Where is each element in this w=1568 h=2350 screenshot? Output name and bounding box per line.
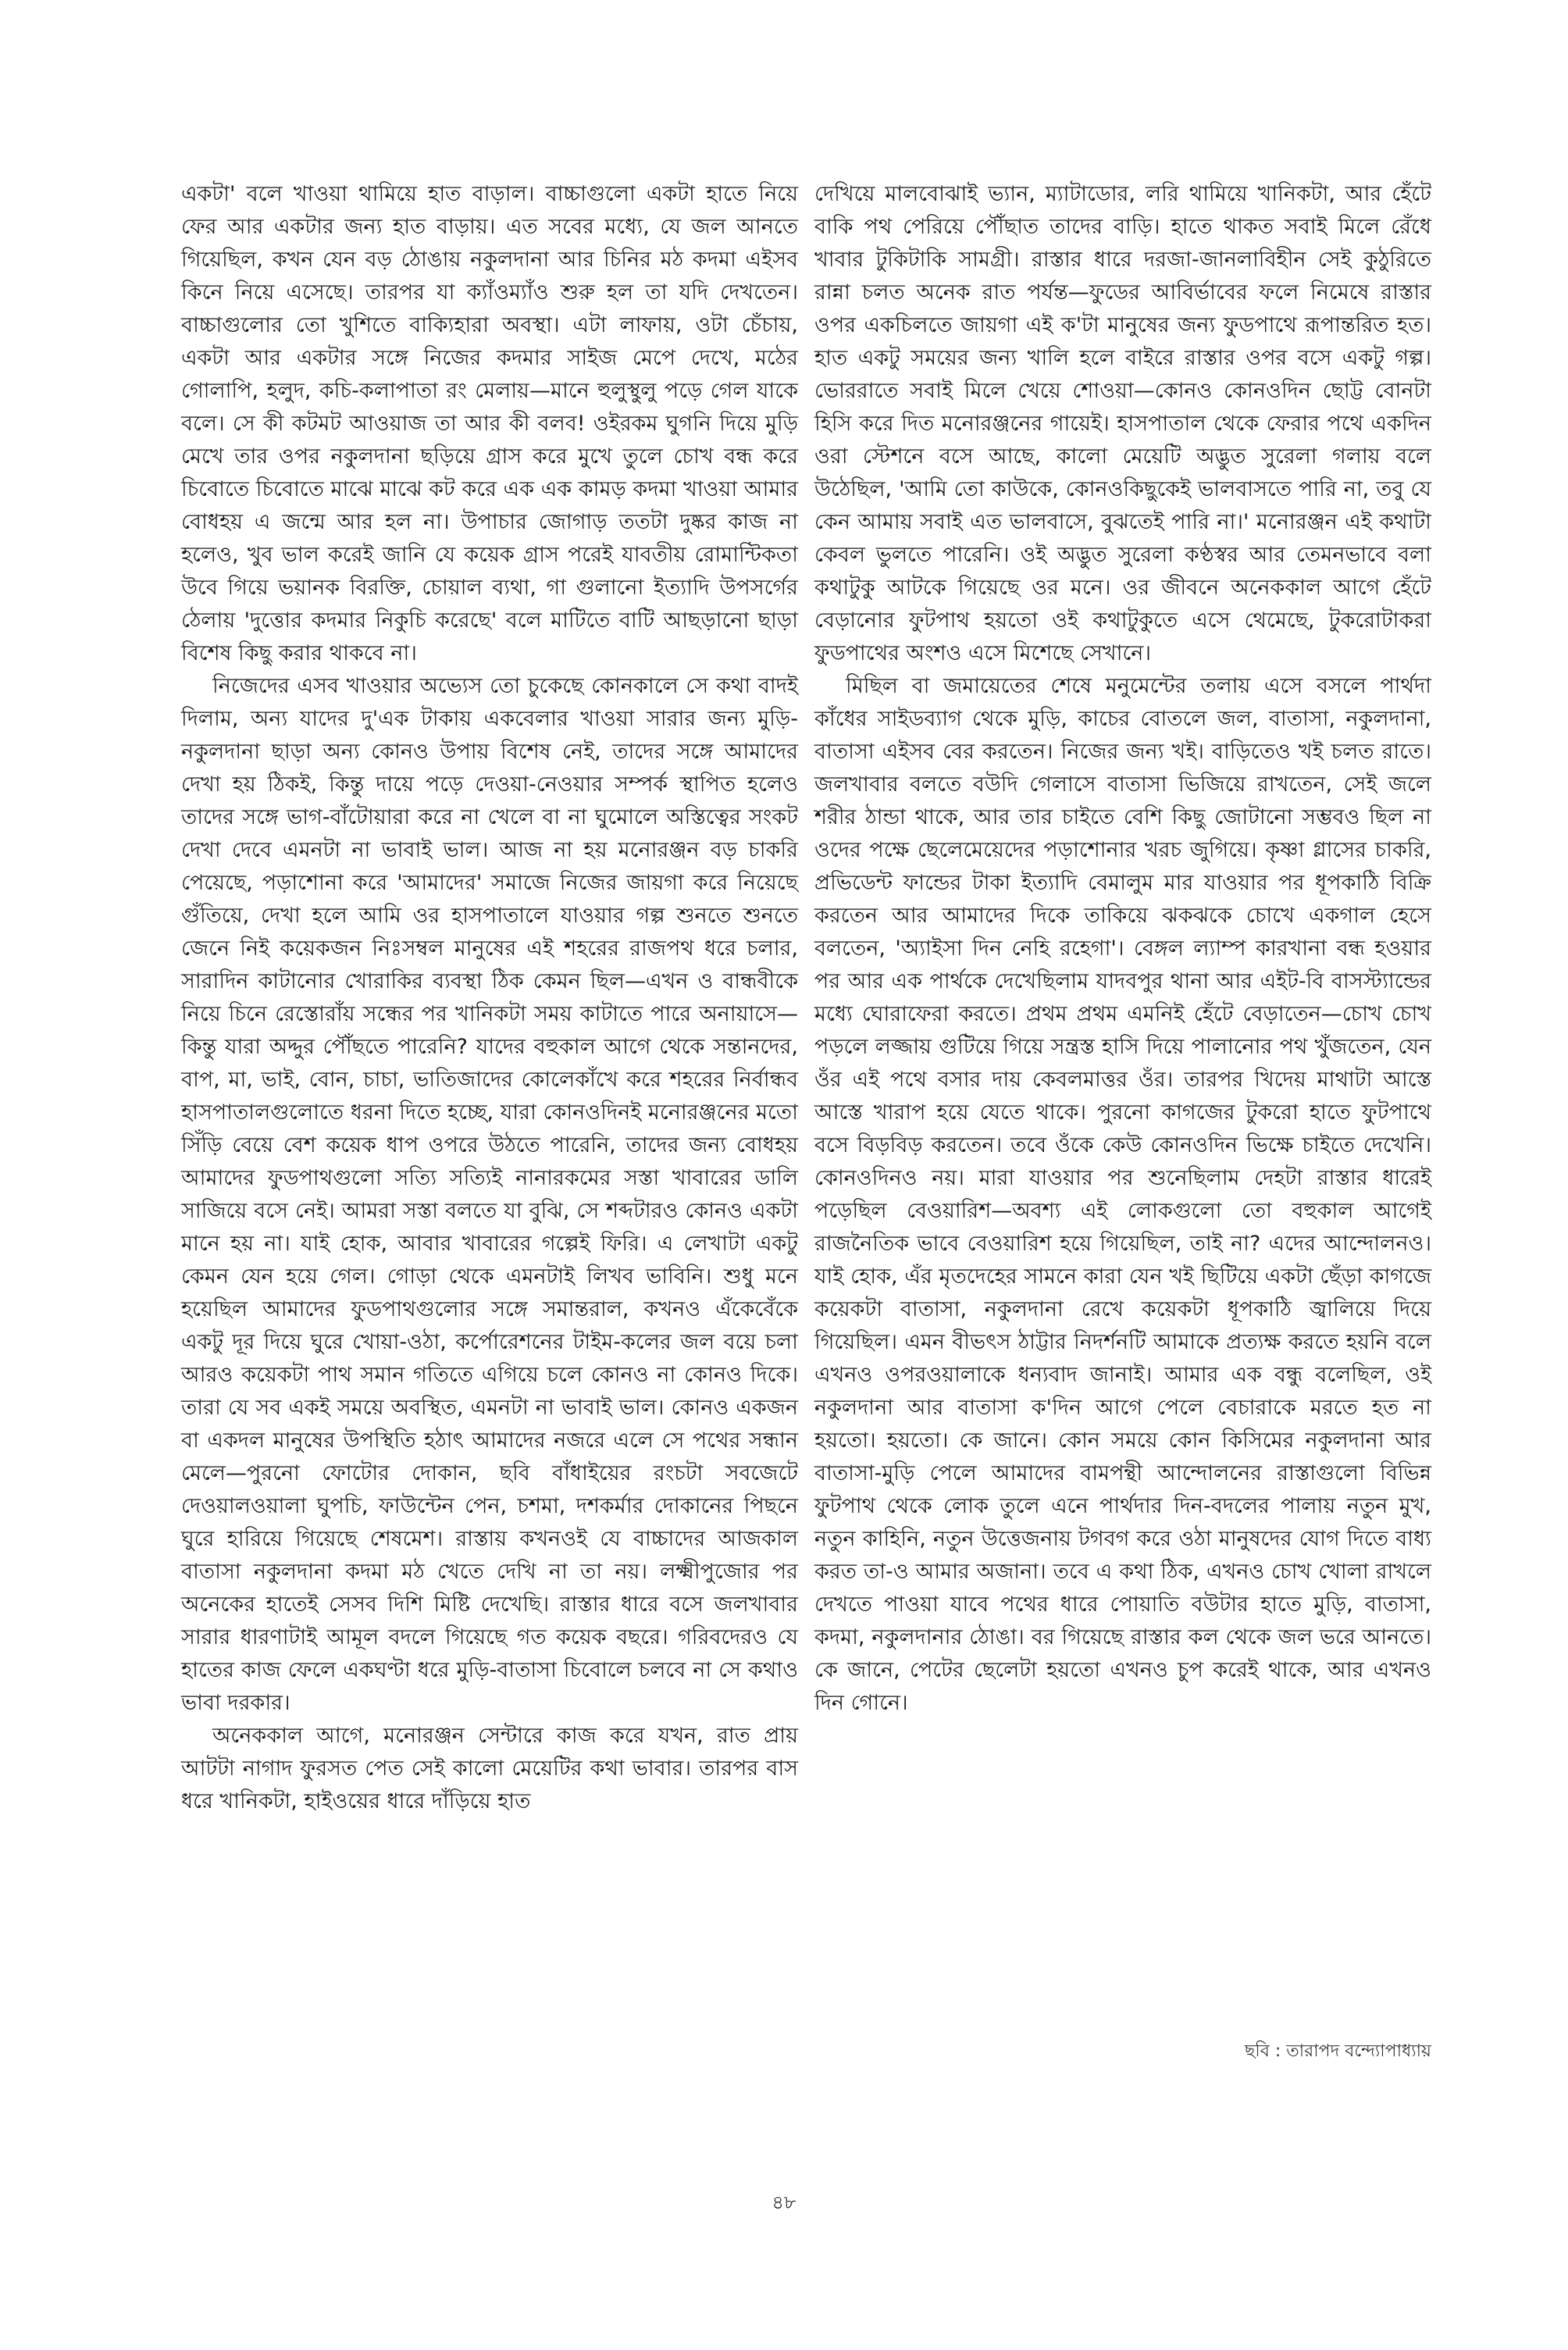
page-number: ৪৮: [772, 2191, 796, 2213]
paragraph: একটা' বলে খাওয়া থামিয়ে হাত বাড়াল। বাচ্চাগুলো একটা হাতে নিয়ে ফের আর একটার জন্য হাত বাড়ায়। এত সবের মধ্যে, যে জল আনতে গিয়েছিল, কখন যেন বড় ঠোঙায় নকুলদানা আর চিনির মঠ কদমা এইসব কিনে নিয়ে এসেছে। তারপর যা ক্যাঁওম্যাঁও শুরু হল তা যদি দেখতেন। বাচ্চাগুলোর তো খুশিতে বাক্যিহারা অবস্থা। এটা লাফায়, ওটা চেঁচায়, একটা আর একটার সঙ্গে নিজের কদমার সাইজ মেপে দেখে, মঠের গোলাপি, হলুদ, কচি-কলাপাতা রং মেলায়—মানে হুলুস্থুলু পড়ে গেল যাকে বলে। সে কী কটমট আওয়াজ তা আর কী বলব! ওইরকম ঘুগনি দিয়ে মুড়ি মেখে তার ওপর নকুলদানা ছড়িয়ে গ্রাস করে মুখে তুলে চোখ বন্ধ করে চিবোতে চিবোতে মাঝে মাঝে কট করে এক এক কামড় কদমা খাওয়া আমার বোধহয় এ জন্মে আর হল না। উপাচার জোগাড় ততটা দুষ্কর কাজ না হলেও, খুব ভাল করেই জানি যে কয়েক গ্রাস পরেই যাবতীয় রোমান্টিকতা উবে গিয়ে ভয়ানক বিরক্তি, চোয়াল ব্যথা, গা গুলানো ইত্যাদি উপসর্গের ঠেলায় 'দুত্তোর কদমার নিকুচি করেছে' বলে মাটিতে বাটি আছড়ানো ছাড়া বিশেষ কিছু করার থাকবে না।: [181, 182, 798, 665]
paragraph: মিছিল বা জমায়েতের শেষে মনুমেন্টের তলায় এসে বসলে পার্থদা কাঁধের সাইডব্যাগ থেকে মুড়ি, কাচের বোতলে জল, বাতাসা, নকুলদানা, বাতাসা এইসব বের করতেন। নিজের জন্য খই। বাড়িতেও খই চলত রাতে। জলখাবার বলতে বউদি গেলাসে বাতাসা ভিজিয়ে রাখতেন, সেই জলে শরীর ঠান্ডা থাকে, আর তার চাইতে বেশি কিছু জোটানো সম্ভবও ছিল না ওদের পক্ষে ছেলেমেয়েদের পড়াশোনার খরচ জুগিয়ে। কৃষ্ণা গ্লাসের চাকরি, প্রভিডেন্ট ফান্ডের টাকা ইত্যাদি বেমালুম মার যাওয়ার পর ধূপকাঠি বিক্রি করতেন আর আমাদের দিকে তাকিয়ে ঝকঝকে চোখে একগাল হেসে বলতেন, 'অ্যাইসা দিন নেহি রহেগা'। বেঙ্গল ল্যাম্প কারখানা বন্ধ হওয়ার পর আর এক পার্থকে দেখেছিলাম যাদবপুর থানা আর এইট-বি বাসস্ট্যান্ডের মধ্যে ঘোরাফেরা করতে। প্রথম প্রথম এমনিই হেঁটে বেড়াতেন—চোখ চোখ পড়লে লজ্জায় গুটিয়ে গিয়ে সন্ত্রস্ত হাসি দিয়ে পালানোর পথ খুঁজতেন, যেন ওঁর এই পথে বসার দায় কেবলমাত্তর ওঁর। তারপর খিদেয় মাথাটা আস্তে আস্তে খারাপ হয়ে যেতে থাকে। পুরনো কাগজের টুকরো হাতে ফুটপাথে বসে বিড়বিড় করতেন। তবে ওঁকে কেউ কোনওদিন ভিক্ষে চাইতে দেখেনি। কোনওদিনও নয়। মারা যাওয়ার পর শুনেছিলাম দেহটা রাস্তার ধারেই পড়েছিল বেওয়ারিশ—অবশ্য এই লোকগুলো তো বহুকাল আগেই রাজনৈতিক ভাবে বেওয়ারিশ হয়ে গিয়েছিল, তাই না? এদের আন্দোলনও। যাই হোক, এঁর মৃতদেহের সামনে কারা যেন খই ছিটিয়ে একটা ছেঁড়া কাগজে কয়েকটা বাতাসা, নকুলদানা রেখে কয়েকটা ধূপকাঠি জ্বালিয়ে দিয়ে গিয়েছিল। এমন বীভৎস ঠাট্টার নিদর্শনটি আমাকে প্রত্যক্ষ করতে হয়নি বলে এখনও ওপরওয়ালাকে ধন্যবাদ জানাই। আমার এক বন্ধু বলেছিল, ওই নকুলদানা আর বাতাসা ক'দিন আগে পেলে বেচারাকে মরতে হত না হয়তো। হয়তো। কে জানে। কোন সময়ে কোন কিসিমের নকুলদানা আর বাতাসা-মুড়ি পেলে আমাদের বামপন্থী আন্দোলনের রাস্তাগুলো বিভিন্ন ফুটপাথ থেকে লোক তুলে এনে পার্থদার দিন-বদলের পালায় নতুন মুখ, নতুন কাহিনি, নতুন উত্তেজনায় টগবগ করে ওঠা মানুষদের যোগ দিতে বাধ্য করত তা-ও আমার অজানা। তবে এ কথা ঠিক, এখনও চোখ খোলা রাখলে দেখতে পাওয়া যাবে পথের ধারে পোয়াতি বউটার হাতে মুড়ি, বাতাসা, কদমা, নকুলদানার ঠোঙা। বর গিয়েছে রাস্তার কল থেকে জল ভরে আনতে। কে জানে, পেটের ছেলেটা হয়তো এখনও চুপ করেই থাকে, আর এখনও দিন গোনে।: [814, 674, 1431, 1715]
paragraph: অনেককাল আগে, মনোরঞ্জন সেন্টারে কাজ করে যখন, রাত প্রায় আটটা নাগাদ ফুরসত পেত সেই কালো মেয়েটির কথা ভাবার। তারপর বাস ধরে খানিকটা, হাইওয়ের ধারে দাঁড়িয়ে হাত: [181, 1724, 798, 1813]
illustration-credit: ছবি : তারাপদ বন্দ্যোপাধ্যায়: [1245, 2042, 1431, 2061]
paragraph: নিজেদের এসব খাওয়ার অভ্যেস তো চুকেছে কোনকালে সে কথা বাদই দিলাম, অন্য যাদের দু'এক টাকায় একবেলার খাওয়া সারার জন্য মুড়ি-নকুলদানা ছাড়া অন্য কোনও উপায় বিশেষ নেই, তাদের সঙ্গে আমাদের দেখা হয় ঠিকই, কিন্তু দায়ে পড়ে দেওয়া-নেওয়ার সম্পর্ক স্থাপিত হলেও তাদের সঙ্গে ভাগ-বাঁটোয়ারা করে না খেলে বা না ঘুমোলে অস্তিত্বের সংকট দেখা দেবে এমনটা না ভাবাই ভাল। আজ না হয় মনোরঞ্জন বড় চাকরি পেয়েছে, পড়াশোনা করে 'আমাদের' সমাজে নিজের জায়গা করে নিয়েছে গুঁতিয়ে, দেখা হলে আমি ওর হাসপাতালে যাওয়ার গল্প শুনতে শুনতে জেনে নিই কয়েকজন নিঃসম্বল মানুষের এই শহরের রাজপথ ধরে চলার, সারাদিন কাটানোর খোরাকির ব্যবস্থা ঠিক কেমন ছিল—এখন ও বান্ধবীকে নিয়ে চিনে রেস্তোরাঁয় সন্ধের পর খানিকটা সময় কাটাতে পারে অনায়াসে—কিন্তু যারা অদ্দুর পৌঁছতে পারেনি? যাদের বহুকাল আগে থেকে সন্তানদের, বাপ, মা, ভাই, বোন, চাচা, ভাতিজাদের কোলেকাঁখে করে শহরের নির্বান্ধব হাসপাতালগুলোতে ধরনা দিতে হচ্ছে, যারা কোনওদিনই মনোরঞ্জনের মতো সিঁড়ি বেয়ে বেশ কয়েক ধাপ ওপরে উঠতে পারেনি, তাদের জন্য বোধহয় আমাদের ফুডপাথগুলো সত্যি সত্যিই নানারকমের সস্তা খাবারের ডালি সাজিয়ে বসে নেই। আমরা সস্তা বলতে যা বুঝি, সে শব্দটারও কোনও একটা মানে হয় না। যাই হোক, আবার খাবারের গল্পেই ফিরি। এ লেখাটা একটু কেমন যেন হয়ে গেল। গোড়া থেকে এমনটাই লিখব ভাবিনি। শুধু মনে হয়েছিল আমাদের ফুডপাথগুলোর সঙ্গে সমান্তরাল, কখনও এঁকেবেঁকে একটু দূর দিয়ে ঘুরে খোয়া-ওঠা, কর্পোরেশনের টাইম-কলের জল বয়ে চলা আরও কয়েকটা পাথ সমান গতিতে এগিয়ে চলে কোনও না কোনও দিকে। তারা যে সব একই সময়ে অবস্থিত, এমনটা না ভাবাই ভাল। কোনও একজন বা একদল মানুষের উপস্থিতি হঠাৎ আমাদের নজরে এলে সে পথের সন্ধান মেলে—পুরনো ফোটোর দোকান, ছবি বাঁধাইয়ের রংচটা সবজেটে দেওয়ালওয়ালা ঘুপচি, ফাউন্টেন পেন, চশমা, দশকর্মার দোকানের পিছনে ঘুরে হারিয়ে গিয়েছে শেষমেশ। রাস্তায় কখনওই যে বাচ্চাদের আজকাল বাতাসা নকুলদানা কদমা মঠ খেতে দেখি না তা নয়। লক্ষ্মীপুজোর পর অনেকের হাতেই সেসব দিশি মিষ্টি দেখেছি। রাস্তার ধারে বসে জলখাবার সারার ধারণাটাই আমূল বদলে গিয়েছে গত কয়েক বছরে। গরিবদেরও যে হাতের কাজ ফেলে একঘণ্টা ধরে মুড়ি-বাতাসা চিবোলে চলবে না সে কথাও ভাবা দরকার।: [181, 674, 798, 1715]
article-column-left: [181, 178, 798, 1818]
paragraph: দেখিয়ে মালবোঝাই ভ্যান, ম্যাটাডোর, লরি থামিয়ে খানিকটা, আর হেঁটে বাকি পথ পেরিয়ে পৌঁছাত তাদের বাড়ি। হাতে থাকত সবাই মিলে রেঁধে খাবার টুকিটাকি সামগ্রী। রাস্তার ধারে দরজা-জানলাবিহীন সেই কুঠুরিতে রান্না চলত অনেক রাত পর্যন্ত—ফুডের আবির্ভাবের ফলে নিমেষে রাস্তার ওপর একচিলতে জায়গা এই ক'টা মানুষের জন্য ফুডপাথে রূপান্তরিত হত। হাত একটু সময়ের জন্য খালি হলে বাইরে রাস্তার ওপর বসে একটু গল্প। ভোররাতে সবাই মিলে খেয়ে শোওয়া—কোনও কোনওদিন ছোট্ট বোনটা হিসি করে দিত মনোরঞ্জনের গায়েই। হাসপাতাল থেকে ফেরার পথে একদিন ওরা স্টেশনে বসে আছে, কালো মেয়েটি অদ্ভুত সুরেলা গলায় বলে উঠেছিল, 'আমি তো কাউকে, কোনওকিছুকেই ভালবাসতে পারি না, তবু যে কেন আমায় সবাই এত ভালবাসে, বুঝতেই পারি না।' মনোরঞ্জন এই কথাটা কেবল ভুলতে পারেনি। ওই অদ্ভুত সুরেলা কণ্ঠস্বর আর তেমনভাবে বলা কথাটুকু আটকে গিয়েছে ওর মনে। ওর জীবনে অনেককাল আগে হেঁটে বেড়ানোর ফুটপাথ হয়তো ওই কথাটুকুতে এসে থেমেছে, টুকরোটাকরা ফুডপাথের অংশও এসে মিশেছে সেখানে।: [814, 182, 1431, 665]
article-column-right: [814, 178, 1431, 1720]
